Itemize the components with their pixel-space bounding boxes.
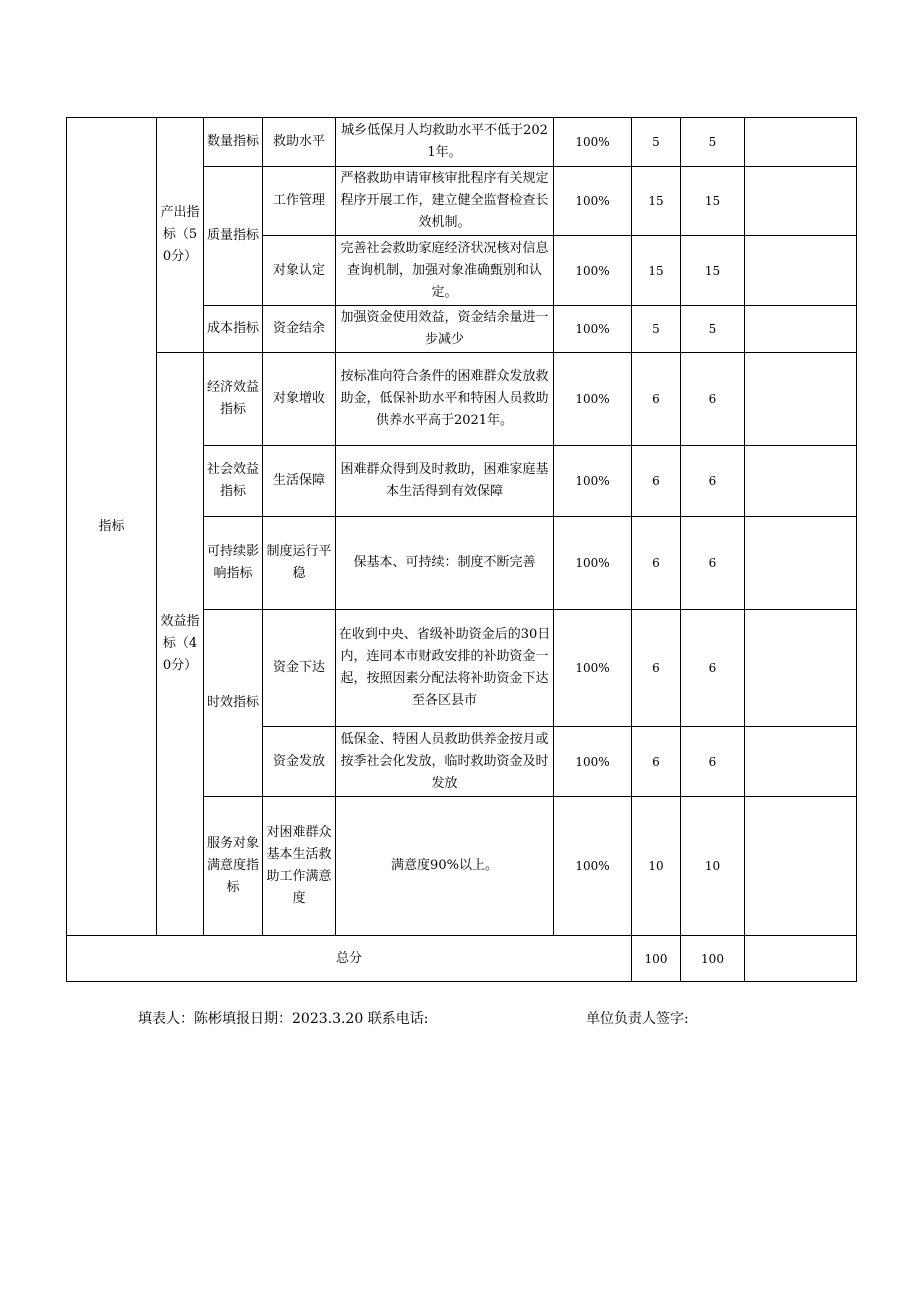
level2-cell: 数量指标 (204, 118, 263, 167)
actual-score-cell: 5 (681, 118, 745, 167)
level3-cell: 工作管理 (263, 167, 336, 236)
total-score: 100 (632, 936, 681, 982)
actual-score-cell: 6 (681, 610, 745, 727)
note-cell (745, 353, 857, 446)
actual-score-cell: 15 (681, 167, 745, 236)
actual-score-cell: 5 (681, 306, 745, 353)
weight-cell: 100% (554, 306, 632, 353)
score-cell: 6 (632, 446, 681, 517)
actual-score-cell: 6 (681, 353, 745, 446)
level3-cell: 对象增收 (263, 353, 336, 446)
level2-cell: 经济效益指标 (204, 353, 263, 446)
total-row (67, 936, 857, 982)
content-cell: 低保金、特困人员救助供养金按月或按季社会化发放，临时救助资金及时发放 (336, 727, 554, 797)
benefit-indicator-group: 效益指标（40分） (157, 353, 204, 936)
level2-cell: 社会效益指标 (204, 446, 263, 517)
output-indicator-group: 产出指标（50分） (157, 118, 204, 353)
score-cell: 15 (632, 236, 681, 306)
level3-cell: 制度运行平稳 (263, 517, 336, 610)
weight-cell: 100% (554, 727, 632, 797)
note-cell (745, 727, 857, 797)
table-row (67, 353, 857, 446)
content-cell: 完善社会救助家庭经济状况核对信息查询机制，加强对象准确甄别和认定。 (336, 236, 554, 306)
content-cell: 严格救助申请审核审批程序有关规定程序开展工作，建立健全监督检查长效机制。 (336, 167, 554, 236)
level2-cell: 时效指标 (204, 610, 263, 797)
weight-cell: 100% (554, 517, 632, 610)
table-row (67, 118, 857, 167)
content-cell: 保基本、可持续：制度不断完善 (336, 517, 554, 610)
actual-score-cell: 6 (681, 517, 745, 610)
level2-cell: 成本指标 (204, 306, 263, 353)
actual-score-cell: 15 (681, 236, 745, 306)
note-cell (745, 118, 857, 167)
level3-cell: 对象认定 (263, 236, 336, 306)
note-cell (745, 446, 857, 517)
score-cell: 5 (632, 306, 681, 353)
weight-cell: 100% (554, 118, 632, 167)
note-cell (745, 306, 857, 353)
weight-cell: 100% (554, 446, 632, 517)
indicator-category-cell: 指标 (67, 118, 157, 936)
content-cell: 满意度90%以上。 (336, 797, 554, 936)
total-label: 总分 (67, 936, 632, 982)
level2-cell: 质量指标 (204, 167, 263, 306)
note-cell (745, 797, 857, 936)
weight-cell: 100% (554, 610, 632, 727)
content-cell: 城乡低保月人均救助水平不低于2021年。 (336, 118, 554, 167)
score-cell: 5 (632, 118, 681, 167)
actual-score-cell: 10 (681, 797, 745, 936)
actual-score-cell: 6 (681, 727, 745, 797)
level3-cell: 生活保障 (263, 446, 336, 517)
level3-cell: 资金发放 (263, 727, 336, 797)
note-cell (745, 236, 857, 306)
footer-filler-info: 填表人：陈彬填报日期：2023.3.20 联系电话: (138, 1011, 429, 1027)
score-cell: 6 (632, 610, 681, 727)
weight-cell: 100% (554, 797, 632, 936)
content-cell: 加强资金使用效益，资金结余量进一步减少 (336, 306, 554, 353)
level2-cell: 服务对象满意度指标 (204, 797, 263, 936)
note-cell (745, 610, 857, 727)
weight-cell: 100% (554, 167, 632, 236)
weight-cell: 100% (554, 236, 632, 306)
footer-signature: 单位负责人签字: (586, 1011, 689, 1027)
total-actual-score: 100 (681, 936, 745, 982)
actual-score-cell: 6 (681, 446, 745, 517)
score-cell: 6 (632, 517, 681, 610)
score-cell: 6 (632, 353, 681, 446)
level3-cell: 对困难群众基本生活救助工作满意度 (263, 797, 336, 936)
level3-cell: 资金结余 (263, 306, 336, 353)
level3-cell: 救助水平 (263, 118, 336, 167)
score-cell: 6 (632, 727, 681, 797)
score-cell: 15 (632, 167, 681, 236)
level2-cell: 可持续影响指标 (204, 517, 263, 610)
level3-cell: 资金下达 (263, 610, 336, 727)
note-cell (745, 167, 857, 236)
total-note (745, 936, 857, 982)
content-cell: 在收到中央、省级补助资金后的30日内，连同本市财政安排的补助资金一起，按照因素分配法将补助资金下达至各区县市 (336, 610, 554, 727)
content-cell: 困难群众得到及时救助，困难家庭基本生活得到有效保障 (336, 446, 554, 517)
score-cell: 10 (632, 797, 681, 936)
performance-table (66, 117, 857, 982)
content-cell: 按标准向符合条件的困难群众发放救助金，低保补助水平和特困人员救助供养水平高于2021年。 (336, 353, 554, 446)
note-cell (745, 517, 857, 610)
weight-cell: 100% (554, 353, 632, 446)
